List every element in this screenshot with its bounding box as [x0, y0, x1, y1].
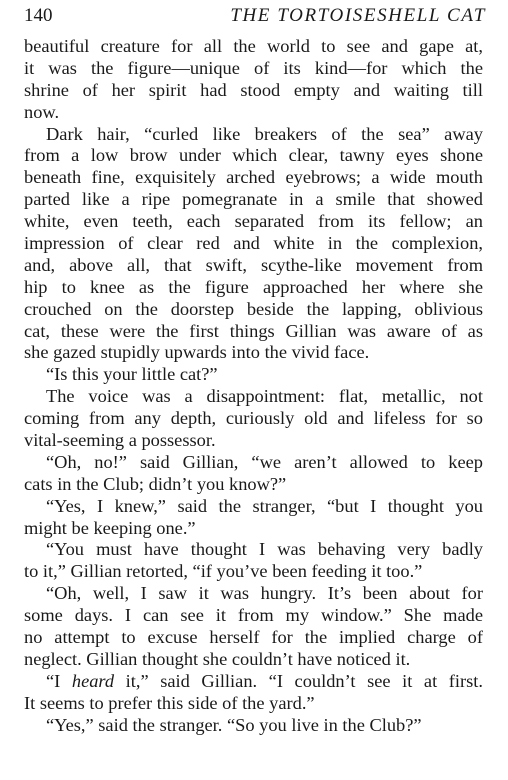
running-title: THE TORTOISESHELL CAT	[230, 5, 486, 26]
page-number: 140	[24, 5, 53, 26]
body-text	[24, 36, 483, 737]
text-line: “You must have thought I was behaving very badly	[46, 539, 483, 560]
text-line: “Yes,” said the stranger. “So you live in the Club?”	[46, 714, 422, 735]
text-line: The voice was a disappointment: flat, metallic, not	[46, 386, 483, 407]
text-line: she gazed stupidly upwards into the vivid face.	[24, 342, 370, 363]
text-line: white, even teeth, each separated from its fellow; an	[24, 211, 483, 232]
running-head	[24, 3, 486, 29]
text-line: It seems to prefer this side of the yard.”	[24, 692, 315, 713]
text-line: shrine of her spirit had stood empty and waiting till	[24, 79, 483, 100]
text-line: parted like a ripe pomegranate in a smile that showed	[24, 189, 483, 210]
text-line: crouched on the doorstep beside the lapping, oblivious	[24, 298, 483, 319]
text-line: from a low brow under which clear, tawny eyes shone	[24, 145, 483, 166]
text-line: now.	[24, 101, 60, 122]
text-line: Dark hair, “curled like breakers of the sea” away	[46, 123, 483, 144]
text-line: impression of clear red and white in the complexion,	[24, 233, 483, 254]
text-line: might be keeping one.”	[24, 517, 196, 538]
text-line: vital-seeming a possessor.	[24, 430, 216, 451]
text-line: beautiful creature for all the world to see and gape at,	[24, 36, 483, 56]
emphasis: heard	[71, 670, 115, 691]
text-line: “Yes, I knew,” said the stranger, “but I thought you	[46, 495, 483, 516]
text-line: and, above all, that swift, scythe-like movement from	[24, 254, 483, 275]
text-line: coming from any depth, curiously old and lifeless for so	[24, 408, 483, 429]
text-line: cats in the Club; didn’t you know?”	[24, 473, 287, 494]
text-line: it was the figure—unique of its kind—for which the	[24, 57, 483, 78]
text-line: some days. I can see it from my window.” She made	[24, 605, 483, 626]
text-line: beneath fine, exquisitely arched eyebrows; a wide mouth	[24, 167, 483, 188]
text-line: “Oh, no!” said Gillian, “we aren’t allowed to keep	[46, 451, 483, 472]
text-line: hip to knee as the figure approached her where she	[24, 276, 483, 297]
text-line: neglect. Gillian thought she couldn’t have noticed it.	[24, 648, 411, 669]
text-line: cat, these were the first things Gillian was aware of as	[24, 320, 483, 341]
text-line: “I heard it,” said Gillian. “I couldn’t see it at first.	[46, 670, 483, 691]
text-line: “Oh, well, I saw it was hungry. It’s been about for	[46, 583, 483, 604]
text-line: to it,” Gillian retorted, “if you’ve been feeding it too.”	[24, 561, 423, 582]
text-line: no attempt to excuse herself for the implied charge of	[24, 627, 483, 648]
text-line: “Is this your little cat?”	[46, 364, 218, 385]
